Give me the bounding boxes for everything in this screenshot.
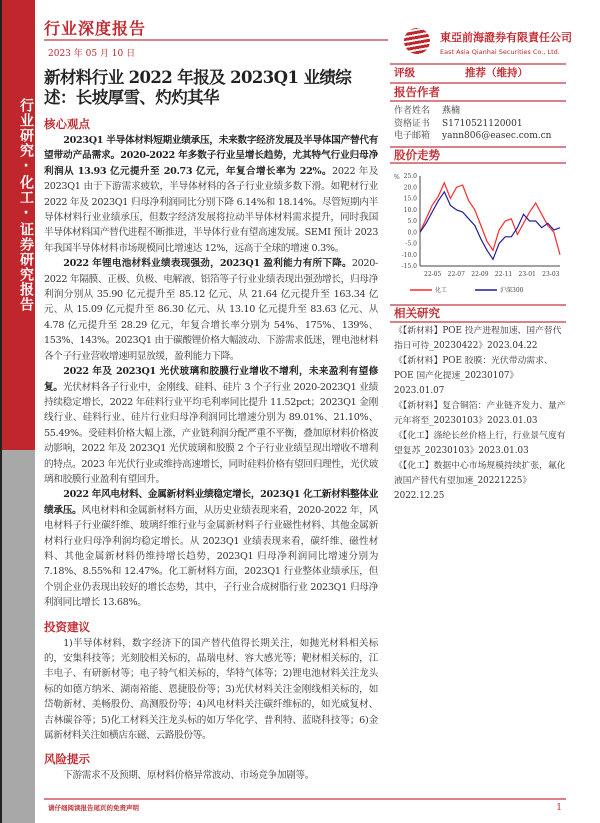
page-number: 1 (556, 802, 562, 813)
y-tick-label: 25.0 (403, 172, 417, 180)
author-row (394, 118, 566, 131)
report-date: 2023 年 05 月 10 日 (48, 49, 136, 59)
x-tick-label: 22-09 (471, 270, 489, 278)
series-line (420, 182, 560, 254)
paragraph (44, 256, 378, 364)
stock-price-chart (390, 164, 566, 304)
author-row (394, 105, 566, 118)
author-section: 报告作者 (394, 85, 440, 99)
y-tick-label: -5.0 (405, 240, 417, 247)
author-email[interactable]: yann806@easec.com.cn (442, 131, 552, 141)
footer-row (44, 800, 566, 813)
x-tick-label: 23-03 (542, 270, 560, 278)
para-lead: 2022 年锂电池材料业绩表现强劲，2023Q1 盈利能力有所下降。 (63, 258, 352, 270)
related-item[interactable]: 《【新材料】复合铜箔：产业链齐发力、量产元年将至_20230103》2023.01.03 (394, 400, 566, 426)
report-type: 行业深度报告 (44, 19, 147, 38)
paragraph (44, 364, 378, 487)
y-tick-label: 20.0 (403, 183, 417, 191)
disclaimer-note[interactable]: 请仔细阅读报告尾页的免责声明 (48, 803, 139, 812)
sidebar-strip (0, 0, 35, 823)
footer (44, 798, 566, 823)
risk-body (44, 768, 378, 783)
risk-section: 风险提示 (44, 752, 90, 767)
y-axis-label: % (394, 173, 400, 181)
risk-text: 下游需求不及预期、原材料价格异常波动、市场竞争加剧等。 (63, 770, 315, 782)
related-item[interactable]: 《【新材料】POE 胶膜：光伏带动需求、POE 国产化提速_20230107》2023.01.07 (394, 355, 553, 396)
author-row (394, 130, 566, 143)
page-title: 新材料行业 2022 年报及 2023Q1 业绩综述：长坡厚雪、灼灼其华 (44, 68, 352, 107)
related-item[interactable]: 《【新材料】POE 投产进程加速、国产替代指日可待_20230422》2023.04.22 (394, 325, 562, 351)
invest-text: 1)半导体材料，数字经济下的国产替代值得长期关注，如抛光材料相关标的，安集科技等；光刻胶相关标的，晶瑞电材、容大感光等；靶材相关标的，江丰电子、有研新材等；电子特气相关标的，华特气体等；2)锂电池材料关注龙头标的如德方纳米、湖南裕能、恩捷股份等；3)光伏材料关注金刚线相关标的，如岱勒新材、美畅股份、高测股份等；4)风电材料关注碳纤维标的，如光威复材、吉林碳谷等；5)化工材料关注龙头标的如万华化学、普利特、蓝晓科技等；6)金属新材料关注如横店东磁、云路股份等。 (44, 637, 378, 742)
rating-value: 推荐（维持） (465, 67, 528, 79)
rating-label: 评级 (394, 67, 415, 79)
related-list (390, 323, 566, 504)
para-text: 光伏材料各子行业中，金刚线、硅料、硅片 3 个子行业 2020-2023Q1 业绩持续稳定增长，2022 年硅料行业平均毛利率同比提升 11.52pct；2023Q1 金刚线行业、硅料行业、硅片行业归母净利润同比增速分别为 89.01%、21.10%、55.49%。受硅料价格大幅上涨，产业链利润分配严重不平衡，叠加原材料价格波动影响，2022 年及 2023Q1 光伏玻璃和胶膜 2 个子行业业绩呈现出增收不增利的特点。2023 年光伏行业或维持高速增长，同时硅料价格有望回归理性，光伏玻璃和胶膜行业盈利有望回升。 (44, 381, 378, 485)
para-text: 2022 年及 2023Q1 由于下游需求疲软，半导体材料的各子行业业绩多数下滑。如靶材行业 2022 年及 2023Q1 归母净利润同比分别下降 6.14%和 18.14%。尽管短期内半导体材料行业业绩承压，但数字经济发展将拉动半导体材料需求提升，同时我国半导体材料国产替代进程不断推进，半导体行业有望高速发展。SEMI 预计 2023 年我国半导体材料市场规模同比增速达 12%，远高于全球的增速 0.3%。 (44, 165, 378, 254)
author-name-label: 作者姓名 (394, 106, 431, 116)
y-tick-label: -10.0 (401, 251, 417, 259)
company-name-cn: 東亞前海證券有限責任公司 (440, 31, 572, 44)
sidebar-label: 行业研究·化工·证券研究报告 (18, 98, 34, 312)
cert-label: 资格证书 (394, 118, 431, 129)
y-tick-label: 15.0 (403, 195, 417, 202)
right-column (390, 63, 566, 504)
y-tick-label: 0.0 (407, 228, 417, 236)
company-logo-icon (404, 28, 430, 54)
cert-number: S1710521120001 (442, 118, 523, 129)
para-lead: 2022 年及 2023Q1 光伏玻璃和胶膜行业增收不增利，未来盈利有望修复。 (44, 366, 378, 393)
y-tick-label: -15.0 (401, 262, 417, 270)
y-tick-label: 5.0 (407, 217, 417, 225)
legend-label: 化工 (435, 286, 448, 294)
series-line (420, 191, 560, 258)
x-tick-label: 22-05 (424, 270, 442, 278)
related-item[interactable]: 《【化工】数据中心市场规模持续扩张，氟化液国产替代有望加速_20221225》2022.12.25 (394, 460, 566, 501)
author-info (390, 102, 566, 146)
author-name: 燕楠 (442, 106, 461, 116)
y-tick-label: 10.0 (403, 206, 417, 214)
para-lead: 2023Q1 半导体材料短期业绩承压，未来数字经济发展及半导体国产替代有望带动产品需求。2020-2022 年多数子行业呈增长趋势，尤其特气行业归母净利润从 13.93 亿元提升至 20.73 亿元，年复合增长率为 22%。 (44, 135, 378, 177)
stock-section: 股价走势 (394, 147, 440, 162)
para-lead: 2022 年风电材料、金属新材料业绩稳定增长，2023Q1 化工新材料整体业绩承压。 (44, 489, 378, 516)
rating-row (390, 65, 566, 82)
core-body (44, 133, 378, 611)
related-section: 相关研究 (394, 305, 440, 320)
para-text: 2020-2022 年隔膜、正极、负极、电解液、铝箔等子行业业绩表现出强劲增长，归母净利润分别从 35.90 亿元提升至 85.12 亿元、从 21.64 亿元提升至 163.34 亿元、从 15.09 亿元提升至 86.30 亿元、从 13.10 亿元提升至 83.63 亿元、从 4.78 亿元提升至 28.29 亿元，年复合增长率分别为 54%、175%、139%、153%、143%。2023Q1 由于碳酸锂价格大幅波动、下游需求低迷，锂电池材料各个子行业营收增速明显放缓，盈利能力下降。 (44, 258, 378, 362)
x-tick-label: 22-11 (494, 270, 513, 278)
para-text: 风电材料和金属新材料方面，从历史业绩表现来看，2020-2022 年，风电材料子行业碳纤维、玻璃纤维行业与金属新材料子行业磁性材料、其他金属新材料行业归母净利润均稳定增长。从 2023Q1 业绩表现来看，碳纤维、磁性材料、其他金属新材料仍维持增长趋势，2023Q1 归母净利润同比增速分别为 7.18%、8.55%和 12.47%。化工新材料方面，2023Q1 行业整体业绩承压，但个别企业仍表现出较好的增长态势，其中，子行业合成树脂行业 2023Q1 归母净利润同比增长 13.68%。 (44, 504, 378, 609)
paragraph (44, 133, 378, 256)
main-column (44, 0, 378, 784)
company-name-en: East Asia Qianhai Securities Co., Ltd. (440, 48, 560, 56)
invest-body (44, 636, 378, 744)
legend-label: 沪深300 (500, 286, 524, 294)
email-label: 电子邮箱 (394, 131, 431, 141)
related-item[interactable]: 《【化工】涤纶长丝价格上行，行业景气度有望复苏_20230103》2023.01.03 (394, 430, 566, 456)
paragraph (44, 487, 378, 610)
x-tick-label: 23-01 (518, 270, 536, 278)
core-section: 核心观点 (44, 117, 90, 131)
invest-section: 投资建议 (44, 619, 90, 634)
x-tick-label: 22-07 (447, 270, 465, 278)
